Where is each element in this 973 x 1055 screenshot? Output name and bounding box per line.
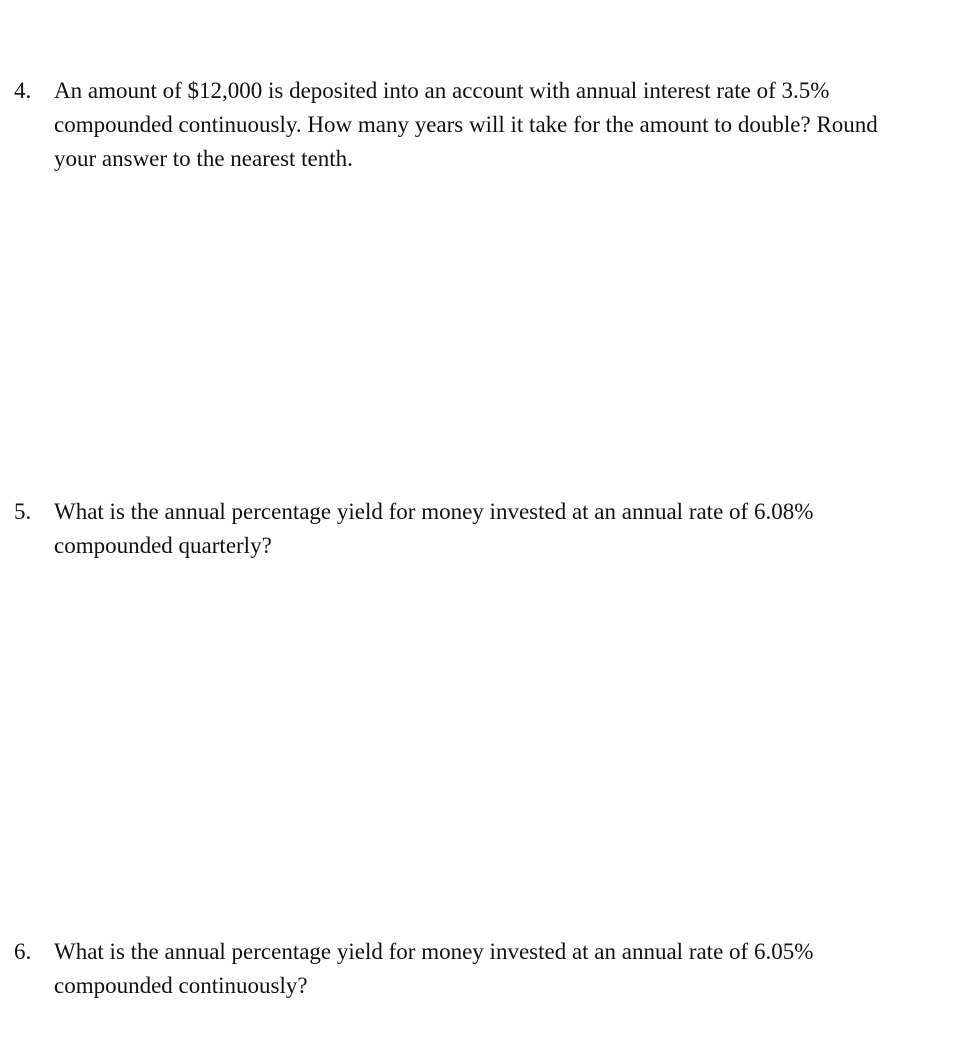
problem-text — [54, 74, 966, 176]
problem-line: What is the annual percentage yield for money invested at an annual rate of 6.05% — [54, 939, 814, 964]
problem-number: 5. — [14, 499, 32, 524]
problem-text — [54, 935, 966, 1003]
problem-6 — [14, 935, 966, 1003]
problem-text — [54, 495, 966, 563]
problem-number: 4. — [14, 78, 32, 103]
problem-line: compounded quarterly? — [54, 533, 272, 558]
problem-4 — [14, 74, 966, 176]
problem-number: 6. — [14, 939, 32, 964]
problem-line: compounded continuously. How many years will it take for the amount to double? Round — [54, 112, 878, 137]
problem-line: What is the annual percentage yield for money invested at an annual rate of 6.08% — [54, 499, 814, 524]
problem-line: compounded continuously? — [54, 973, 308, 998]
problem-5 — [14, 495, 966, 563]
problem-line: your answer to the nearest tenth. — [54, 146, 353, 171]
problem-line: An amount of $12,000 is deposited into an account with annual interest rate of 3.5% — [54, 78, 830, 103]
